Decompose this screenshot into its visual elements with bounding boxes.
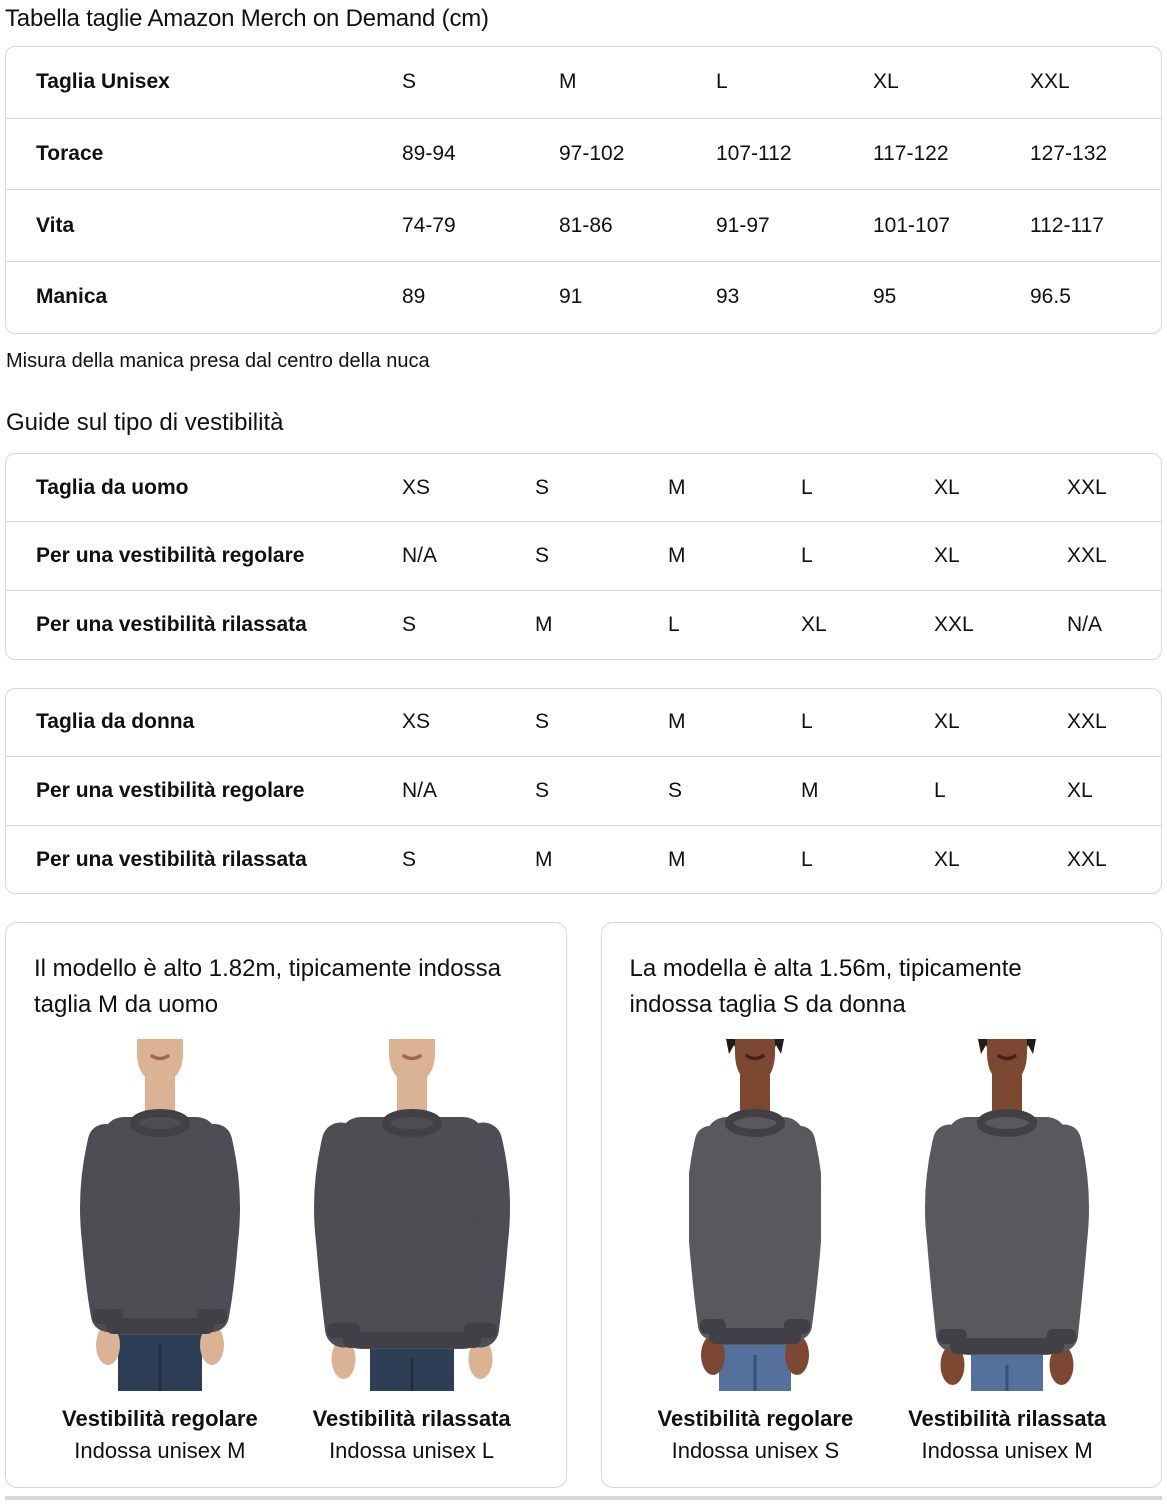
size-cell: 127-132 (1030, 142, 1108, 166)
model-figure (34, 1039, 286, 1465)
size-cell: M (535, 612, 553, 636)
page-title: Tabella taglie Amazon Merch on Demand (cm) (5, 5, 489, 32)
size-cell: 89-94 (402, 142, 456, 166)
size-cell: XS (402, 710, 431, 734)
size-cell: XL (934, 475, 960, 499)
size-cell: 89 (402, 285, 426, 309)
size-cell: M (535, 847, 553, 871)
size-cell: L (934, 778, 946, 802)
row-label: Per una vestibilità regolare (36, 778, 305, 802)
size-cell: L (801, 475, 813, 499)
size-cell: S (402, 612, 417, 636)
size-cell: 74-79 (402, 213, 456, 237)
fit-type-label: Vestibilità regolare (657, 1406, 854, 1432)
size-cell: XXL (1067, 847, 1107, 871)
size-cell: L (668, 612, 680, 636)
size-cell: 101-107 (873, 213, 951, 237)
model-photo-man-regular-fit (35, 1039, 285, 1391)
female-model-card (601, 922, 1163, 1488)
size-cell: 91 (559, 285, 583, 309)
sleeve-measure-note: Misura della manica presa dal centro della nuca (6, 349, 430, 372)
size-cell: S (402, 70, 417, 94)
size-cell: 117-122 (873, 142, 949, 166)
model-figure (881, 1039, 1133, 1465)
worn-size-label: Indossa unisex M (74, 1438, 246, 1464)
fit-type-label: Vestibilità rilassata (908, 1406, 1107, 1432)
fit-guide-title: Guide sul tipo di vestibilità (6, 408, 284, 436)
size-cell: 81-86 (559, 213, 613, 237)
men-fit-table (5, 453, 1162, 660)
size-cell: XL (934, 847, 960, 871)
size-cell: XXL (1067, 475, 1107, 499)
table-row (6, 189, 1161, 261)
size-cell: L (801, 847, 813, 871)
row-label: Manica (36, 285, 108, 309)
size-cell: XXL (1030, 70, 1070, 94)
table-row (6, 261, 1161, 333)
size-cell: M (559, 70, 577, 94)
table-row (6, 825, 1161, 894)
table-row (6, 47, 1161, 118)
size-cell: M (668, 710, 686, 734)
figures-row (34, 1039, 538, 1465)
unisex-size-table (5, 46, 1162, 334)
fit-type-label: Vestibilità regolare (62, 1406, 258, 1432)
model-figure (630, 1039, 882, 1465)
size-cell: XS (402, 475, 431, 499)
table-row (6, 689, 1161, 757)
model-figure (286, 1039, 538, 1465)
size-cell: S (535, 778, 550, 802)
size-cell: L (716, 70, 728, 94)
model-photo-man-relaxed-fit (287, 1039, 537, 1391)
size-cell: S (535, 475, 550, 499)
table-row (6, 521, 1161, 590)
model-description: Il modello è alto 1.82m, tipicamente indossa taglia M da uomo (34, 955, 501, 1019)
size-cell: M (668, 475, 686, 499)
fit-type-label: Vestibilità rilassata (312, 1406, 511, 1432)
model-photo-woman-relaxed-fit (882, 1039, 1132, 1391)
women-fit-table (5, 688, 1162, 895)
figures-row (630, 1039, 1134, 1465)
size-cell: XL (1067, 778, 1093, 802)
row-label: Torace (36, 142, 104, 166)
size-cell: XL (801, 612, 827, 636)
size-cell: 97-102 (559, 142, 625, 166)
size-cell: M (668, 847, 686, 871)
size-cell: XXL (934, 612, 974, 636)
size-cell: 95 (873, 285, 897, 309)
size-cell: XL (934, 544, 960, 568)
worn-size-label: Indossa unisex M (921, 1438, 1093, 1464)
row-label: Taglia Unisex (36, 70, 170, 94)
model-cards-row (5, 922, 1162, 1488)
size-cell: M (801, 778, 819, 802)
worn-size-label: Indossa unisex L (329, 1438, 495, 1464)
worn-size-label: Indossa unisex S (671, 1438, 840, 1464)
table-row (6, 590, 1161, 659)
table-row (6, 756, 1161, 825)
row-label: Vita (36, 213, 75, 237)
row-label: Taglia da donna (36, 710, 195, 734)
size-guide-page (0, 4, 1167, 1500)
size-cell: S (535, 544, 550, 568)
size-cell: S (535, 710, 550, 734)
row-label: Taglia da uomo (36, 475, 189, 499)
size-cell: N/A (402, 778, 438, 802)
size-cell: S (668, 778, 683, 802)
model-description: La modella è alta 1.56m, tipicamente indossa taglia S da donna (629, 955, 1022, 1019)
model-photo-woman-regular-fit (630, 1039, 880, 1391)
male-model-card (5, 922, 567, 1488)
table-row (6, 454, 1161, 522)
size-cell: XL (934, 710, 960, 734)
size-cell: 112-117 (1030, 213, 1104, 237)
size-cell: S (402, 847, 417, 871)
size-cell: XL (873, 70, 899, 94)
size-cell: L (801, 544, 813, 568)
size-cell: XXL (1067, 544, 1107, 568)
row-label: Per una vestibilità rilassata (36, 847, 307, 871)
size-cell: XXL (1067, 710, 1107, 734)
size-cell: 91-97 (716, 213, 770, 237)
size-cell: 93 (716, 285, 740, 309)
size-cell: L (801, 710, 813, 734)
table-row (6, 118, 1161, 190)
row-label: Per una vestibilità rilassata (36, 612, 307, 636)
row-label: Per una vestibilità regolare (36, 544, 305, 568)
size-cell: N/A (402, 544, 438, 568)
size-cell: 107-112 (716, 142, 792, 166)
size-cell: 96.5 (1030, 285, 1071, 309)
size-cell: N/A (1067, 612, 1103, 636)
size-cell: M (668, 544, 686, 568)
